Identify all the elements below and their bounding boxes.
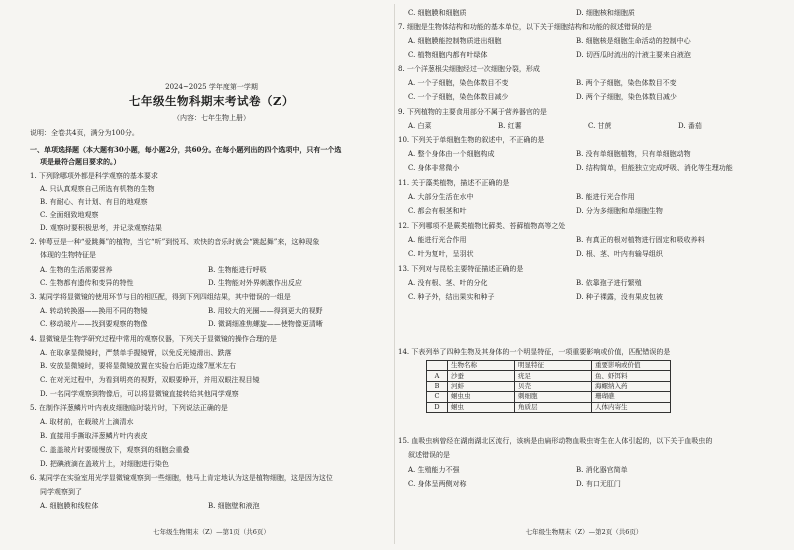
- q10-options-row2: [398, 163, 780, 174]
- q11-option-c: C. 都会有根茎和叶: [408, 207, 467, 215]
- question-4: 4. 显微镜是生物学研究过程中常用的观察仪器，下列关于显微镜的操作合理的是: [30, 335, 277, 343]
- q8-option-a: A. 一个子细胞，染色体数目不变: [408, 79, 509, 87]
- question-6-cont: 同学观察到了: [40, 488, 82, 496]
- q3-option-c: C. 移动玻片——找到要观察的物像: [40, 320, 148, 328]
- question-11: 11. 关于藻类植物，描述不正确的是: [398, 179, 510, 187]
- q3-options-row2: [30, 319, 403, 330]
- table-header-row: [427, 361, 671, 371]
- term-line: 2024~2025 学年度第一学期: [165, 83, 258, 91]
- section-heading: 一、单项选择题（本大题有30小题，每小题2分，共60分。在每小题列出的四个选项中，只有一个选: [30, 145, 342, 154]
- question-8: 8. 一个洋葱根尖细胞经过一次细胞分裂，形成: [398, 65, 540, 73]
- q7-options-row1: [398, 36, 780, 47]
- q12-options-row2: [398, 249, 780, 260]
- q3-option-a: A. 转动转换器——换用不同的物镜: [40, 307, 148, 315]
- question-7: 7. 细胞是生物体结构和功能的基本单位，以下关于细胞结构和功能的叙述错误的是: [398, 23, 652, 31]
- q12-options-row1: [398, 235, 780, 246]
- q5-option-d: D. 把碘液滴在盖玻片上，对细胞进行染色: [40, 460, 169, 468]
- q8-options-row1: [398, 78, 780, 89]
- section-heading-cont: 项是最符合题目要求的。）: [40, 157, 121, 166]
- q4-option-c: C. 在对光过程中，为看到明亮的视野，双眼要睁开，并用双眼注视目镜: [40, 376, 260, 384]
- question-1: 1. 下列除哪项外都是科学观察的基本要求: [30, 172, 158, 180]
- q2-option-c: C. 生物都有遗传和变异的特性: [40, 279, 134, 287]
- q11-options-row2: [398, 206, 780, 217]
- q10-options-row1: [398, 149, 780, 160]
- q13-option-a: A. 没有根、茎、叶的分化: [408, 279, 488, 287]
- q12-option-a: A. 能进行光合作用: [408, 236, 467, 244]
- table-cell: 沙蚕: [448, 371, 515, 381]
- q7-option-c: C. 植物细胞内都有叶绿体: [408, 51, 488, 59]
- q9-options: [398, 121, 780, 132]
- table-cell: 疣足: [515, 371, 592, 381]
- q11-option-a: A. 大部分生活在水中: [408, 193, 474, 201]
- table-cell: A: [427, 371, 448, 381]
- q11-option-d: D. 分为多细胞和单细胞生物: [576, 207, 663, 215]
- question-6: 6. 某同学在实验室用光学显微镜观察到一些细胞，他马上肯定地认为这是植物细胞，这是因为这位: [30, 474, 333, 482]
- q5-option-b: B. 直接用手撕取洋葱鳞片叶内表皮: [40, 432, 148, 440]
- page-one: [30, 0, 393, 550]
- q2-option-d: D. 生物能对外界刺激作出反应: [208, 279, 302, 287]
- table-header-cell: 重要影响或价值: [592, 361, 671, 371]
- q12-option-d: D. 根、茎、叶内有输导组织: [576, 250, 663, 258]
- q5-option-a: A. 取材前，在载玻片上滴清水: [40, 418, 134, 426]
- question-14: 14. 下表列举了四种生物及其身体的一个明显特征，一项重要影响或价值，匹配错误的是: [398, 348, 671, 356]
- question-13: 13. 下列对与昆松主要特征描述正确的是: [398, 265, 524, 273]
- question-2-cont: 体现的生物特征是: [40, 251, 96, 259]
- q1-option-c: C. 全面细致地观察: [40, 211, 99, 219]
- table-row: [427, 381, 671, 391]
- q15-option-c: C. 身体呈两侧对称: [408, 480, 467, 488]
- q8-option-c: C. 一个子细胞，染色体数目减少: [408, 93, 509, 101]
- q6-option-d: D. 细胞核和细胞质: [576, 9, 635, 17]
- table-cell: 海螺纳入药: [592, 381, 671, 391]
- q10-option-b: B. 没有单细胞植物，只有单细胞动物: [576, 150, 691, 158]
- table-cell: 角质层: [515, 402, 592, 412]
- q15-options-row2: [398, 479, 780, 490]
- table-header-cell: 明显特征: [515, 361, 592, 371]
- q4-option-a: A. 在取拿显微镜时，严禁单手握镜臂，以免反光镜滑出、跌落: [40, 349, 232, 357]
- table-cell: 珊瑚礁: [592, 392, 671, 402]
- q10-option-d: D. 结构简单，但能独立完成呼吸、消化等生理功能: [576, 164, 733, 172]
- table-cell: 蛔虫: [448, 402, 515, 412]
- q6-option-c: C. 细胞膜和细胞质: [408, 9, 467, 17]
- q15-option-a: A. 生殖能力不强: [408, 466, 460, 474]
- q4-option-b: B. 安放显微镜时，要将显微镜放置在实验台后距边缘7厘米左右: [40, 362, 237, 370]
- q11-options-row1: [398, 192, 780, 203]
- question-2: 2. 钟萼豆是一种“爱跳舞”的植物，当它“听”到悦耳、欢快的音乐时就会“跳起舞”来，这种现象: [30, 238, 320, 246]
- q13-option-b: B. 依靠孢子进行繁殖: [576, 279, 642, 287]
- q7-option-d: D. 切西瓜时流出的汁液主要来自液泡: [576, 51, 691, 59]
- q9-option-d: D. 番茄: [678, 122, 702, 130]
- q6-option-a: A. 细胞膜和线粒体: [40, 502, 99, 510]
- q15-option-b: B. 消化器官简单: [576, 466, 628, 474]
- table-header-cell: [427, 361, 448, 371]
- q1-option-b: B. 有耐心、有计划、有目的地观察: [40, 198, 148, 206]
- exam-title: 七年级生物科期末考试卷（Z）: [129, 94, 294, 108]
- q13-option-d: D. 种子裸露，没有果皮包被: [576, 293, 663, 301]
- q6-option-b: B. 细胞壁和液泡: [208, 502, 260, 510]
- q6-options-row1: [30, 501, 403, 512]
- question-9: 9. 下列植物的主要食用部分不属于营养器官的是: [398, 108, 547, 116]
- q8-option-b: B. 两个子细胞，染色体数目不变: [576, 79, 677, 87]
- q3-option-d: D. 微调细准焦螺旋——使物像更清晰: [208, 320, 323, 328]
- table-cell: 河蚌: [448, 381, 515, 391]
- q3-option-b: B. 用较大的光圈——得到更大的视野: [208, 307, 323, 315]
- q7-option-b: B. 细胞核是细胞生命活动的控制中心: [576, 37, 691, 45]
- question-15: 15. 血吸虫病曾经在湖南湖北区流行，该病是由扁形动物血吸虫寄生在人体引起的，以下关于血吸虫的: [398, 437, 713, 445]
- q2-options-row1: [30, 265, 403, 276]
- table-row: [427, 402, 671, 412]
- q5-option-c: C. 盖盖玻片时要缓慢放下，观察到的细胞会重叠: [40, 446, 190, 454]
- table-row: [427, 371, 671, 381]
- page-one-footer: 七年级生物期末（Z）—第1页（共6页）: [153, 528, 270, 536]
- q10-option-a: A. 整个身体由一个细胞构成: [408, 150, 495, 158]
- question-5: 5. 在制作洋葱鳞片叶内表皮细胞临时装片时，下列说法正确的是: [30, 404, 228, 412]
- table-cell: 蛔虫虫: [448, 392, 515, 402]
- q11-option-b: B. 能进行光合作用: [576, 193, 635, 201]
- q13-options-row1: [398, 278, 780, 289]
- table-cell: B: [427, 381, 448, 391]
- exam-note: 说明：全卷共4页，满分为100分。: [30, 129, 139, 137]
- q12-option-b: B. 有真正的根对植物进行固定和吸收养料: [576, 236, 705, 244]
- q2-option-a: A. 生物的生活需要营养: [40, 266, 113, 274]
- q8-option-d: D. 两个子细胞，染色体数目减少: [576, 93, 677, 101]
- table-cell: 贝壳: [515, 381, 592, 391]
- q2-options-row2: [30, 278, 403, 289]
- q13-options-row2: [398, 292, 780, 303]
- table-cell: C: [427, 392, 448, 402]
- q15-option-d: D. 有口无肛门: [576, 480, 621, 488]
- q3-options-row1: [30, 306, 403, 317]
- q7-options-row2: [398, 50, 780, 61]
- q8-options-row2: [398, 92, 780, 103]
- q6-options-row2: [398, 8, 780, 19]
- question-3: 3. 某同学将显微镜的使用环节与目的相匹配，得到下列四组结果，其中错误的一组是: [30, 293, 291, 301]
- organism-table: [426, 360, 671, 413]
- q4-option-d: D. 一名同学观察到物像后，可以将显微镜直接转给其他同学观察: [40, 390, 239, 398]
- table-row: [427, 392, 671, 402]
- q10-option-c: C. 身体非常微小: [408, 164, 460, 172]
- q12-option-c: C. 叶为复叶，呈羽状: [408, 250, 474, 258]
- question-15-cont: 叙述错误的是: [408, 451, 450, 459]
- table-cell: 刺细胞: [515, 392, 592, 402]
- q9-option-b: B. 红薯: [498, 122, 522, 130]
- q2-option-b: B. 生物能进行呼吸: [208, 266, 267, 274]
- page-two-footer: 七年级生物期末（Z）—第2页（共6页）: [525, 528, 643, 536]
- question-12: 12. 下列哪项不是蕨类植物比藓类、苔藓植物高等之处: [398, 222, 566, 230]
- q13-option-c: C. 种子外，结出果实和种子: [408, 293, 495, 301]
- page-two: [398, 0, 770, 550]
- exam-subtitle: （内容：七年生物上册）: [173, 114, 250, 122]
- q1-option-d: D. 观察时要积极思考，并记录观察结果: [40, 224, 162, 232]
- table-cell: 人体内寄生: [592, 402, 671, 412]
- table-cell: 鱼、虾饵料: [592, 371, 671, 381]
- table-cell: D: [427, 402, 448, 412]
- table-header-cell: 生物名称: [448, 361, 515, 371]
- q9-option-a: A. 白菜: [408, 122, 432, 130]
- q9-option-c: C. 甘蔗: [588, 122, 612, 130]
- q7-option-a: A. 细胞膜能控制物质进出细胞: [408, 37, 502, 45]
- question-10: 10. 下列关于单细胞生物的叙述中，不正确的是: [398, 136, 545, 144]
- q1-option-a: A. 只认真观察自己所选有机物的生物: [40, 185, 155, 193]
- q15-options-row1: [398, 465, 780, 476]
